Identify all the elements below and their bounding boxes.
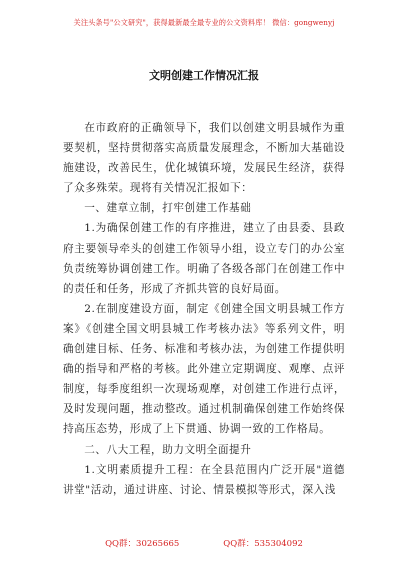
footer-qq-group-2: QQ群：535304092 xyxy=(223,539,303,549)
document-body xyxy=(63,118,345,500)
paragraph-1-2: 2.在制度建设方面，制定《创建全国文明县城工作方案》《创建全国文明县城工作考核办法》等系列文件，明确创建目标、任务、标准和考核办法，为创建工作提供明确的指导和严格的考核。此外建立定期调度、观摩、点评制度，每季度组织一次现场观摩，对创建工作进行点评，及时发现问题，推动整改。通过机制确保创建工作始终保持高压态势，形成了上下贯通、协调一致的工作格局。 xyxy=(63,302,345,436)
document-title: 文明创建工作情况汇报 xyxy=(149,69,259,82)
footer xyxy=(0,537,408,549)
paragraph-intro: 在市政府的正确领导下，我们以创建文明县城作为重要契机，坚持贯彻落实高质量发展理念，不断加大基础设施建设，改善民生，优化城镇环境，发展民生经济，获得了众多殊荣。现将有关情况汇报如下： xyxy=(63,122,345,195)
paragraph-1-1: 1.为确保创建工作的有序推进，建立了由县委、县政府主要领导牵头的创建工作领导小组，设立专门的办公室负责统筹协调创建工作。明确了各级各部门在创建工作中的责任和任务，形成了齐抓共管的良好局面。 xyxy=(63,222,345,295)
footer-qq-group-1: QQ群：30265665 xyxy=(105,539,180,549)
section-heading-1: 一、建章立制，打牢创建工作基础 xyxy=(84,202,252,215)
paragraph-2-1: 1.文明素质提升工程：在全县范围内广泛开展"道德讲堂"活动，通过讲座、讨论、情景模拟等形式，深入浅 xyxy=(63,463,345,496)
top-banner: 关注头条号"公文研究"，获得最新最全最专业的公文资料库！ 微信：gongwenyj xyxy=(73,18,335,27)
section-heading-2: 二、八大工程，助力文明全面提升 xyxy=(84,443,252,456)
